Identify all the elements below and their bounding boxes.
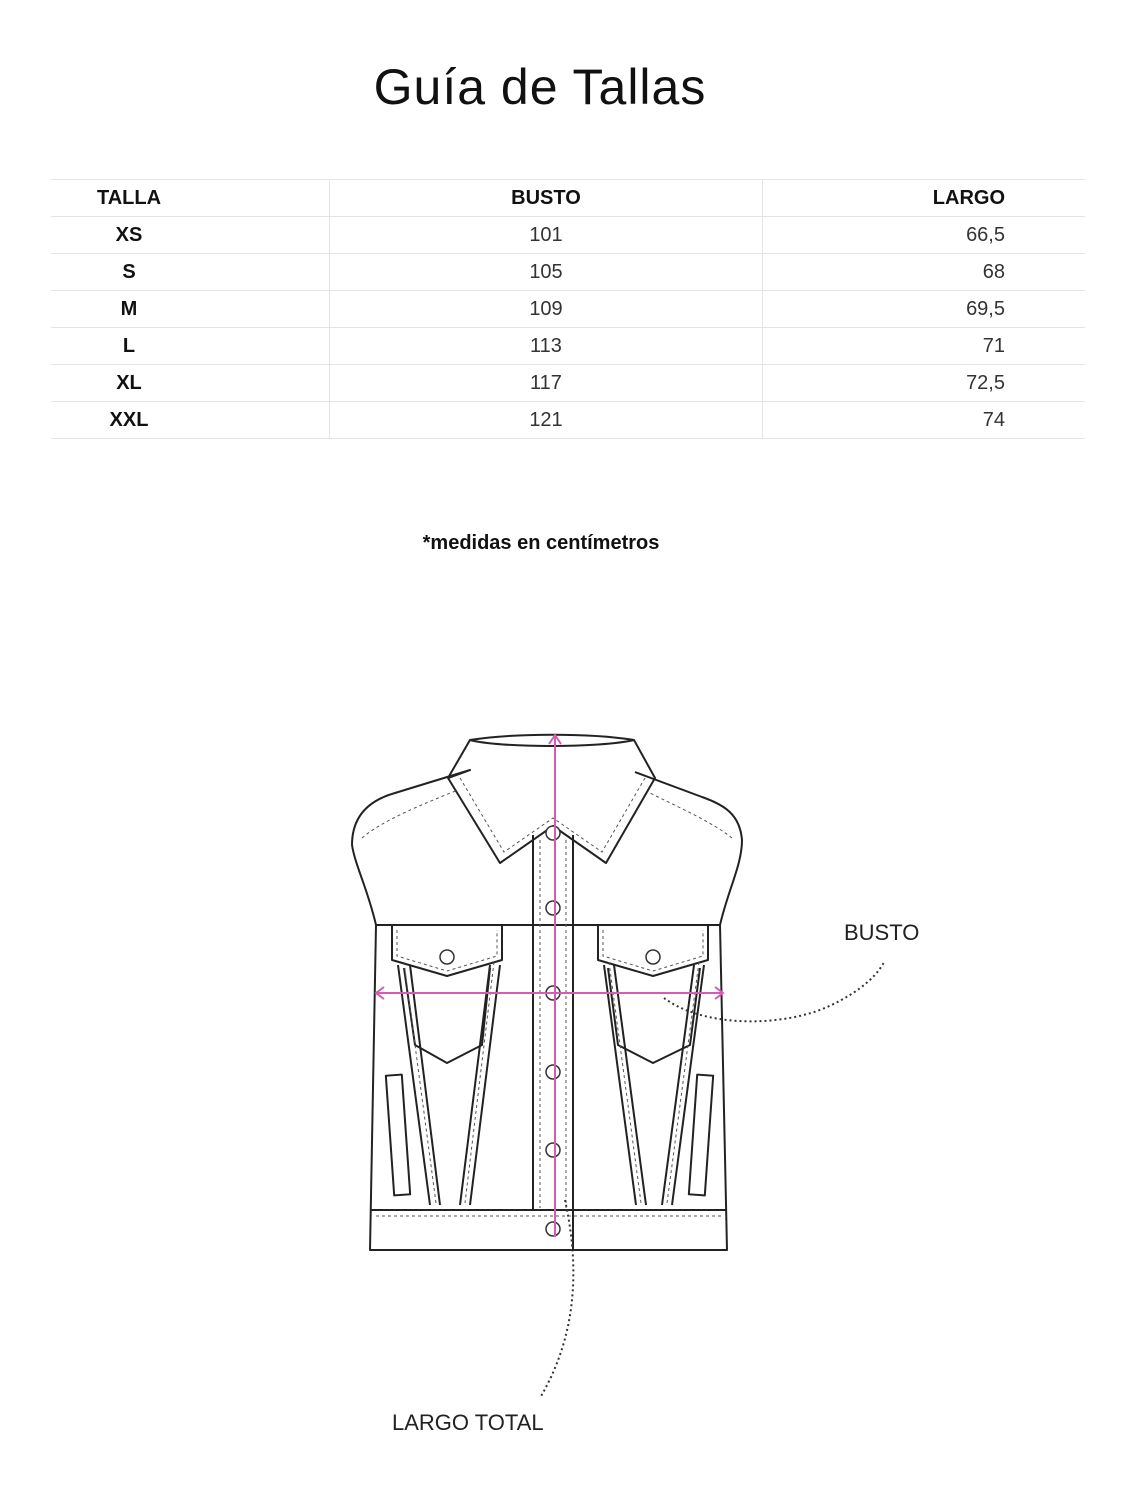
header-largo: LARGO — [763, 180, 1086, 217]
jacket-button — [546, 1143, 560, 1157]
jacket-button — [546, 901, 560, 915]
cell-size: XL — [51, 365, 207, 402]
jacket-button — [646, 950, 660, 964]
cell-largo: 71 — [763, 328, 1086, 365]
cell-busto: 117 — [330, 365, 763, 402]
cell-largo: 74 — [763, 402, 1086, 439]
cell-busto: 121 — [330, 402, 763, 439]
cell-busto: 105 — [330, 254, 763, 291]
cell-size: XS — [51, 217, 207, 254]
right-side-pocket — [689, 1075, 713, 1196]
busto-label: BUSTO — [844, 920, 920, 945]
cell-largo: 72,5 — [763, 365, 1086, 402]
cell-size: S — [51, 254, 207, 291]
cell-largo: 68 — [763, 254, 1086, 291]
cell-size: XXL — [51, 402, 207, 439]
largo-total-label: LARGO TOTAL — [392, 1410, 544, 1435]
measurement-note: *medidas en centímetros — [422, 532, 660, 554]
jacket-button — [546, 826, 560, 840]
cell-largo: 66,5 — [763, 217, 1086, 254]
left-side-pocket — [386, 1075, 410, 1196]
right-pocket — [608, 968, 700, 1063]
cell-size: M — [51, 291, 207, 328]
cell-busto: 109 — [330, 291, 763, 328]
header-talla: TALLA — [51, 180, 207, 217]
jacket-left-shoulder — [352, 770, 470, 925]
jacket-button — [440, 950, 454, 964]
cell-size: L — [51, 328, 207, 365]
cell-busto: 113 — [330, 328, 763, 365]
jacket-button — [546, 1065, 560, 1079]
cell-largo: 69,5 — [763, 291, 1086, 328]
header-busto: BUSTO — [330, 180, 763, 217]
jacket-collar — [448, 735, 655, 863]
jacket-right-shoulder — [635, 772, 742, 925]
jacket-button — [546, 1222, 560, 1236]
page-title: Guía de Tallas — [373, 59, 707, 115]
cell-busto: 101 — [330, 217, 763, 254]
jacket-placket — [533, 835, 573, 1250]
